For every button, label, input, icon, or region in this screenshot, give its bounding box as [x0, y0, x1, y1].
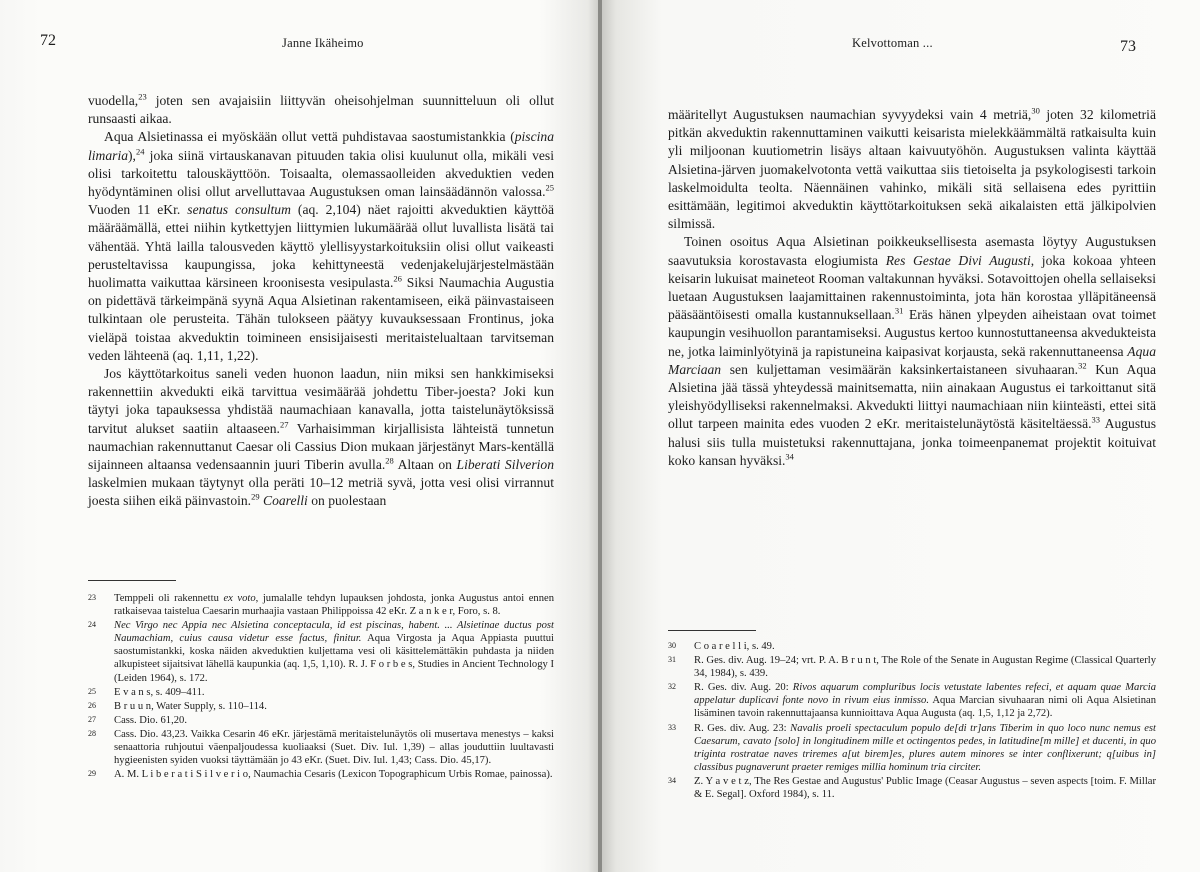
text-run: A. M. L i b e r a t i S i l v e r i o, Naumachia Cesaris (Lexicon Topographicum Urbis Romae, painossa).	[114, 769, 553, 781]
italic-text: Coarelli	[263, 493, 308, 509]
footnote-number: 30	[668, 641, 676, 650]
footnote-ref: 31	[894, 305, 904, 316]
left-page	[0, 0, 598, 872]
text-run: R. Ges. div. Aug. 23:	[694, 722, 791, 734]
text-run: E v a n s, s. 409–411.	[114, 686, 205, 698]
footnote-number: 27	[88, 714, 96, 724]
footnote	[668, 775, 1156, 801]
text-run: R. Ges. div. Aug. 20:	[694, 682, 793, 694]
text-run: Z. Y a v e t z, The Res Gestae and Augustus' Public Image (Ceasar Augustus – seven aspects [toim. F. Millar & E. Segal]. Oxford 1984), s. 11.	[694, 775, 1156, 801]
footnote-ref: 25	[545, 182, 554, 193]
paragraph	[88, 128, 554, 365]
text-run: R. Ges. div. Aug. 19–24; vrt. P. A. B r u n t, The Role of the Senate in Augustan Regime (Classical Quarterly 34, 1984), s. 439.	[694, 655, 1156, 680]
text-run: Eräs hänen ylpeyden aiheistaan ovat toimet kaupungin vesihuollon parantamiseksi. Augustus kertoo kunnostuttaneensa akvedukteista ne, jotka laiminlyötyinä ja rapistuneina kaipasivat korjausta, sekä rakennuttaneensa	[668, 307, 1156, 359]
text-run: Varhaisimman kirjallisista lähteistä tunnetun naumachian rakennuttanut Caesar oli Cassius Dion mukaan järjestänyt Mars-kentällä sijainneen altaansa vedensaannin juuri Tiberin avulla.	[88, 420, 554, 473]
text-run: Vuoden 11 eKr.	[88, 202, 188, 218]
text-run: Temppeli oli rakennettu	[114, 593, 224, 604]
footnote-number: 34	[668, 775, 676, 785]
italic-text: Navalis proeli spectaculum populo de[di tr]ans Tiberim in quo loco nunc nemus est Caesarum, cavato [solo] in longitudinem mille et octingentos pedes, in latitudine[m mille] et ducenti, in quo triginta rostratae naves triremes a[ut birem]es, plures autem minores se inter conflixerunt; q[uibus in] classibus pugnaverunt praeter remiges millia hominum tria circiter.	[694, 722, 1156, 773]
running-head-right: Kelvottoman ...	[852, 36, 933, 50]
text-run: C o a r e l l i, s. 49.	[694, 641, 775, 652]
footnote-number: 26	[88, 700, 96, 710]
footnote-number: 23	[88, 593, 96, 602]
text-run: Toinen osoitus Aqua Alsietinan poikkeuksellisesta asemasta löytyy Augustuksen saavutuksia korostavasta elogiumista	[668, 234, 1156, 268]
footnote	[88, 714, 554, 727]
footnote	[88, 700, 554, 713]
text-run: joka siinä virtauskanavan pituuden takia olisi kuulunut olla, mikäli vesi olisi tarkoitettu talouskäyttöön. Toisaalta, olemassaolleiden akveduktien veden hyödyntäminen olisi ollut arvelluttavaa Augustuksen oman lainsäädännön valossa.	[88, 147, 554, 200]
paragraph	[668, 233, 1156, 470]
italic-text: Aqua Marciaan	[668, 343, 1156, 377]
footnote-rule-right	[668, 630, 756, 631]
footnote	[668, 722, 1156, 774]
running-head-left: Janne Ikäheimo	[282, 36, 364, 50]
text-run: ),	[128, 147, 136, 163]
text-run: Cass. Dio. 43,23. Vaikka Cesarin 46 eKr. järjestämä meritaistelunäytös oli musertava menestys – kaksi senaattoria ruhjoutui väenpaljoudessa kuoliaaksi (Suet. Div. Iul. 1,39) – allas jouduttiin luultavasti hygieenisten syiden vuoksi täyttämään jo 43 eKr. (Suet. Div. Iul. 1,43; Cass. Dio. 45,17).	[114, 728, 554, 767]
text-run: (aq. 2,104) näet rajoitti akveduktien käyttöä määräämällä, ettei niihin kytkettyjen liittymien lukumäärää ollut luvallista lisätä tai vähentää. Yhtä lailla talousveden käyttö ylellisyystarkoituksiin olisi ollut vaikeasti perusteltavissa kaupungissa, joka kehittyneestä vedenjakelujärjestelmästään huolimatta vaikuttaa kärsineen kroonisesta vesipulasta.	[88, 202, 555, 291]
footnote	[88, 686, 554, 699]
text-run: Siksi Naumachia Augustia on pidettävä tärkeimpänä syynä Aqua Alsietinan rakentamiseen, eikä päinvastaiseen tulkintaan ole perusteita. Tähän tulokseen päätyy kuvauksessaan Frontinus, joka vieläpä toistaa akveduktin toimineen ensisijaisesti meritaistelualtaan tarvitseman veden lähteenä (aq. 1,11, 1,22).	[88, 275, 554, 363]
footnote	[88, 619, 554, 684]
text-run: B r u u n, Water Supply, s. 110–114.	[114, 700, 267, 712]
italic-text: Nec Virgo nec Appia nec Alsietina conceptacula, id est piscinas, habent. ... Alsietinae ductus post Naumachiam, cuius causa videtur esse factus, finitur.	[114, 620, 554, 645]
footnote-number: 31	[668, 655, 676, 665]
footnote-ref: 27	[279, 419, 289, 430]
footnotes-right	[668, 640, 1156, 802]
footnote	[88, 592, 554, 618]
footnote-number: 32	[668, 682, 676, 692]
italic-text: Res Gestae Divi Augusti	[885, 252, 1031, 268]
footnote-ref: 30	[1031, 105, 1040, 116]
footnote-ref: 33	[1091, 414, 1101, 425]
text-run: Cass. Dio. 61,20.	[114, 714, 187, 726]
text-run: vuodella,	[88, 93, 139, 108]
text-run: joten 32 kilometriä pitkän akveduktin rakennuttaminen vaikutti keisarista mielekkäämmältä ratkaisulta kuin yli miljoonan kuutiometrin lisäys altaan kaivuutyöhön. Augustuksen valinta käyttää Alsietina-järven juomakelvotonta vettä vaikuttaa siis tietoiselta ja psykologisesti tarkoin laskelmoidulta teolta. Näennäinen vahinko, mikäli sitä sellaisena edes pyrittiin esittämään, legitimoi akveduktin käyttötarkoituksen sekä aikalaisten että jälkipolvien silmissä.	[668, 107, 1156, 232]
footnote-number: 25	[88, 686, 96, 696]
footnote-ref: 29	[251, 491, 260, 502]
text-run: , jumalalle tehdyn lupauksen johdosta, jonka Augustus antoi ennen ratkaisevaa taistelua Caesarin murhaajia vastaan Philippoissa 42 eKr. Z a n k e r, Foro, s. 8.	[114, 593, 554, 618]
footnote-ref: 26	[393, 273, 402, 284]
italic-text: senatus consultum	[187, 202, 291, 218]
footnotes-left	[88, 592, 554, 782]
footnote	[88, 728, 554, 767]
text-run: Aqua Virgosta ja Aqua Appiasta puuttui saostumistankki, koska näiden akveduktien kuljettama vesi oli käsittelemättäkin puhdasta ja niiden alkupisteet sijaitsivat lähellä kaupunkia (aq. 1,5, 1,10). R. J. F o r b e s, Studies in Ancient Technology I (Leiden 1964), s. 172.	[114, 633, 554, 684]
text-run: on puolestaan	[307, 493, 387, 509]
text-run: Augustus halusi siis tulla muistetuksi rakennuttajana, jonka toimeenpanemat projektit koituivat koko kansan hyväksi.	[668, 416, 1157, 468]
paragraph	[88, 92, 554, 128]
italic-text: ex voto	[223, 593, 256, 604]
text-run: Aqua Alsietinassa ei myöskään ollut vettä puhdistavaa saostumistankkia (	[104, 129, 515, 145]
footnote-ref: 24	[135, 146, 145, 157]
footnote-number: 33	[668, 722, 676, 732]
text-run: sen kuljettaman vesimäärän kaksinkertaistaneen sivuhaaran.	[721, 361, 1079, 377]
italic-text: piscina limaria	[88, 129, 554, 163]
body-text-left	[88, 92, 554, 511]
italic-text: Rivos aquarum compluribus locis vetustate labentes refeci, et aquam quae Marcia appelatur duplicavi fonte novo in rivum eius inmisso.	[694, 682, 1156, 707]
footnote	[668, 654, 1156, 680]
footnote	[668, 640, 1156, 653]
text-run: , joka kokoaa yhteen keisarin lukuisat maineteot Rooman valtakunnan hyväksi. Sotavoittojen ohella sellaiseksi luetaan Augustuksen laajamittainen rakennustoiminta, jota hän korostaa ylläpitäneensä pääsääntöisesti omalla kustannuksellaan.	[668, 252, 1156, 323]
italic-text: Liberati Silverion	[456, 457, 554, 473]
footnote-ref: 23	[138, 91, 147, 102]
page-number-left: 72	[40, 32, 56, 49]
right-page	[602, 0, 1200, 872]
text-run: määritellyt Augustuksen naumachian syvyydeksi vain 4 metriä,	[668, 107, 1032, 122]
footnote	[88, 768, 554, 781]
text-run: Aqua Marcian sivuhaaran nimi oli Aqua Alsietinan lisäminen tavoin rakennuttajaansa kunnioittava Aqua Augusta (aq. 1,5, 1,12 ja 2,72).	[694, 695, 1156, 720]
footnote-number: 28	[88, 728, 96, 738]
text-run: Jos käyttötarkoitus saneli veden huonon laadun, niin miksi sen hankkimiseksi rakennettiin akvedukti eikä tarvittua vesimäärää johdettu Tiber-joesta? Joki kun täytyi joka tapauksessa yhdistää naumachiaan kanavalla, jotta taistelunäytöksissä tarvitut alukset saatiin altaaseen.	[88, 366, 554, 436]
footnote-ref: 34	[785, 451, 794, 462]
text-run: Kun Aqua Alsietina jää tässä yhteydessä mainitsematta, niin ainakaan Augustus ei tarkoittanut sitä yleishyödylliseksi rakennelmaksi. Akvedukti liittyi naumachiaan niin kiinteästi, ettei sitä ollut tarpeen mainita edes vuoden 2 eKr. meritaistelunäytöstä käsiteltäessä.	[668, 361, 1156, 432]
footnote-ref: 32	[1078, 360, 1087, 371]
text-run: Altaan on	[393, 457, 457, 473]
footnote-number: 29	[88, 769, 96, 779]
footnote-number: 24	[88, 620, 96, 630]
text-run: laskelmien mukaan täytynyt olla peräti 10–12 metriä syvä, jotta vesi olisi virrannut joesta siihen eikä päinvastoin.	[88, 475, 554, 509]
body-text-right	[668, 106, 1156, 470]
footnote	[668, 681, 1156, 720]
paragraph	[88, 365, 554, 511]
footnote-rule-left	[88, 580, 176, 581]
page-number-right: 73	[1120, 38, 1136, 55]
text-run: joten sen avajaisiin liittyvän oheisohjelman suunnitteluun oli ollut runsaasti aikaa.	[88, 93, 554, 127]
footnote-ref: 28	[385, 455, 394, 466]
paragraph	[668, 106, 1156, 233]
